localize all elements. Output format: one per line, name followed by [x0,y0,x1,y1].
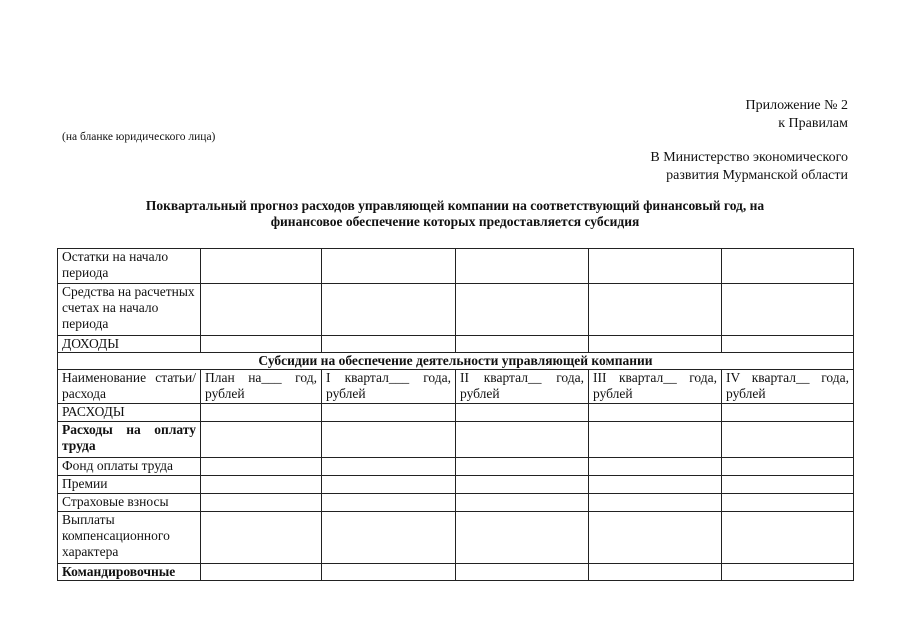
table-cell[interactable] [722,476,854,494]
appendix-label [746,97,849,133]
section-title: Субсидии на обеспечение деятельности управляющей компании [58,353,854,370]
header-quarter-1: I квартал___ года, рублей [322,370,456,404]
table-cell[interactable] [722,512,854,564]
header-quarter-2: II квартал__ года, рублей [456,370,589,404]
table-cell[interactable] [322,404,456,422]
table-cell[interactable] [722,564,854,581]
table-cell[interactable] [201,404,322,422]
addressee-line-2: развития Мурманской области [666,168,848,183]
table-cell[interactable] [456,336,589,353]
table-cell[interactable] [589,284,722,336]
table-cell[interactable] [722,336,854,353]
table-cell[interactable] [456,476,589,494]
table-cell[interactable] [722,284,854,336]
row-label: Средства на расчетных счетах на начало периода [58,284,201,336]
row-label: ДОХОДЫ [58,336,201,353]
table-cell[interactable] [201,422,322,458]
row-label: Командировочные [58,564,201,581]
table-cell[interactable] [589,422,722,458]
table-row [58,476,854,494]
table-row [58,564,854,581]
row-label: Страховые взносы [58,494,201,512]
table-cell[interactable] [201,512,322,564]
table-cell[interactable] [201,249,322,284]
header-item-name: Наименование статьи/расхода [58,370,201,404]
section-row [58,353,854,370]
row-label: Премии [58,476,201,494]
table-cell[interactable] [201,284,322,336]
table-cell[interactable] [322,512,456,564]
appendix-rules-ref: к Правилам [778,116,848,131]
table-row [58,404,854,422]
table-cell[interactable] [589,494,722,512]
table-cell[interactable] [322,249,456,284]
document-title-line-1: Поквартальный прогноз расходов управляющей компании на соответствующий финансовый год, на [145,198,765,213]
table-cell[interactable] [201,458,322,476]
table-cell[interactable] [722,494,854,512]
document-title [60,198,850,230]
table-cell[interactable] [456,404,589,422]
table-cell[interactable] [456,249,589,284]
row-label: РАСХОДЫ [58,404,201,422]
row-label: Выплаты компенсационного характера [58,512,201,564]
table-cell[interactable] [322,494,456,512]
table-cell[interactable] [322,458,456,476]
row-label: Расходы на оплату труда [58,422,201,458]
table-row [58,494,854,512]
table-cell[interactable] [722,458,854,476]
appendix-number: Приложение № 2 [745,98,848,113]
table-cell[interactable] [322,422,456,458]
table-cell[interactable] [589,476,722,494]
table-cell[interactable] [589,249,722,284]
table-cell[interactable] [589,336,722,353]
table-row [58,284,854,336]
table-cell[interactable] [589,458,722,476]
table-cell[interactable] [722,249,854,284]
table-cell[interactable] [456,284,589,336]
table-cell[interactable] [201,336,322,353]
table-cell[interactable] [201,564,322,581]
header-quarter-3: III квартал__ года, рублей [589,370,722,404]
table-cell[interactable] [456,422,589,458]
table-cell[interactable] [589,404,722,422]
row-label: Фонд оплаты труда [58,458,201,476]
table-cell[interactable] [456,512,589,564]
header-row [58,370,854,404]
table-row [58,336,854,353]
forecast-table [57,248,854,581]
table-cell[interactable] [722,422,854,458]
letterhead-note: (на бланке юридического лица) [62,131,216,143]
table-row [58,422,854,458]
document-title-line-2: финансовое обеспечение которых предоставляется субсидия [270,214,640,229]
addressee [650,149,848,185]
table-cell[interactable] [589,512,722,564]
table-cell[interactable] [322,476,456,494]
table-cell[interactable] [722,404,854,422]
table-cell[interactable] [456,494,589,512]
header-quarter-4: IV квартал__ года, рублей [722,370,854,404]
table-row [58,458,854,476]
addressee-line-1: В Министерство экономического [650,150,848,165]
table-cell[interactable] [322,284,456,336]
table-cell[interactable] [456,458,589,476]
row-label: Остатки на начало периода [58,249,201,284]
table-row [58,249,854,284]
table-cell[interactable] [201,494,322,512]
table-cell[interactable] [322,564,456,581]
table-cell[interactable] [456,564,589,581]
table-cell[interactable] [322,336,456,353]
table-row [58,512,854,564]
table-cell[interactable] [201,476,322,494]
table-cell[interactable] [589,564,722,581]
header-plan-year: План на___ год, рублей [201,370,322,404]
